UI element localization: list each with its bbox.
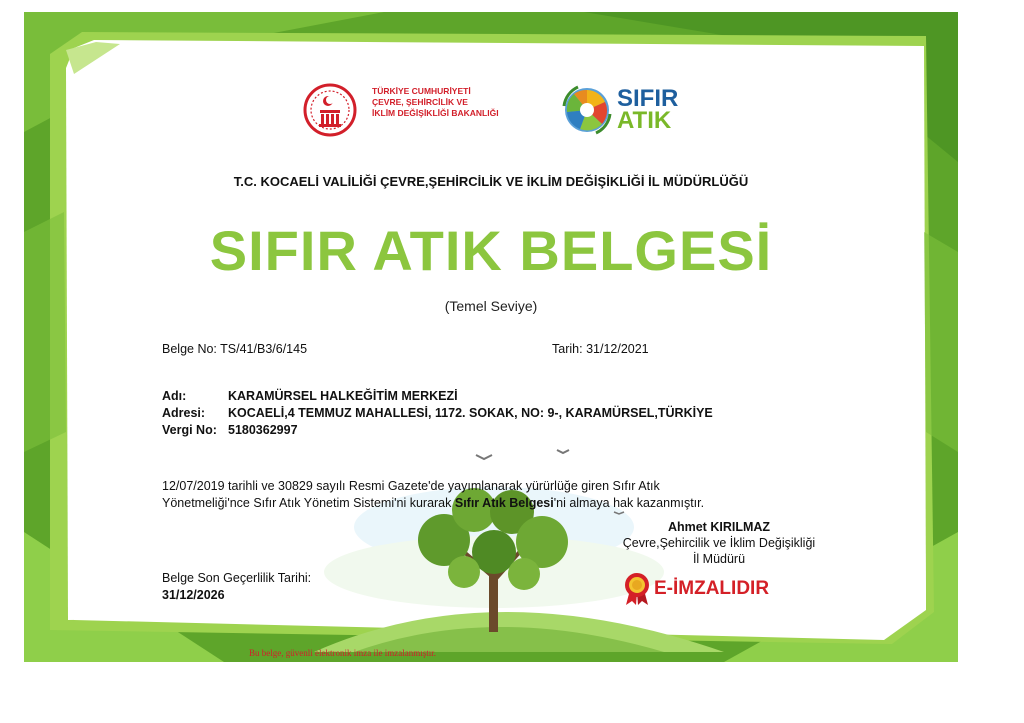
validity-label: Belge Son Geçerlilik Tarihi: (162, 571, 312, 585)
certificate (24, 12, 958, 662)
program-logo-line-2: ATIK (617, 107, 672, 134)
directorate-heading: T.C. KOCAELİ VALİLİĞİ ÇEVRE,ŞEHİRCİLİK VE İKLİM DEĞİŞİKLİĞİ İL MÜDÜRLÜĞÜ (233, 174, 749, 189)
holder-name-value: KARAMÜRSEL HALKEĞİTİM MERKEZİ (228, 389, 458, 403)
ministry-name (372, 86, 562, 119)
certificate-statement (162, 478, 802, 512)
document-number-label: Belge No: (162, 342, 217, 356)
recycle-flower-icon (560, 84, 614, 136)
signer-name: Ahmet KIRILMAZ (667, 520, 771, 534)
document-date-label: Tarih: (552, 342, 583, 356)
ministry-emblem-icon (302, 82, 358, 138)
signer-title-2: İl Müdürü (692, 552, 746, 566)
document-date-value: 31/12/2021 (586, 342, 649, 356)
document-number-value: TS/41/B3/6/145 (220, 342, 308, 356)
statement-line-2-pre: Yönetmeliği'nce Sıfır Atık Yönetim Sistemi'ni kurarak (162, 496, 455, 510)
ministry-line-1: TÜRKİYE CUMHURİYETİ (372, 86, 471, 96)
statement-line-2-post: 'ni almaya hak kazanmıştır. (553, 496, 705, 510)
validity-date: 31/12/2026 (162, 588, 225, 602)
holder-address-value: KOCAELİ,4 TEMMUZ MAHALLESİ, 1172. SOKAK, NO: 9-, KARAMÜRSEL,TÜRKİYE (228, 406, 713, 420)
program-logo-line-1: SIFIR (617, 85, 679, 112)
holder-tax-value: 5180362997 (228, 423, 298, 437)
esign-label: E-İMZALIDIR (654, 578, 770, 599)
signer-title-1: Çevre,Şehircilik ve İklim Değişikliği (622, 536, 816, 550)
ministry-line-3: İKLİM DEĞİŞİKLİĞİ BAKANLIĞI (372, 108, 499, 118)
holder-tax-label: Vergi No: (162, 423, 217, 437)
holder-name-label: Adı: (162, 389, 187, 403)
document-date (552, 342, 649, 356)
document-number (162, 342, 307, 356)
statement-line-1: 12/07/2019 tarihli ve 30829 sayılı Resmi Gazete'de yayımlanarak yürürlüğe giren Sıfır Atık (162, 479, 660, 493)
holder-address-label: Adresi: (162, 406, 206, 420)
certificate-level: (Temel Seviye) (444, 298, 538, 314)
certificate-title: SIFIR ATIK BELGESİ (209, 219, 773, 282)
ministry-line-2: ÇEVRE, ŞEHİRCİLİK VE (372, 97, 468, 107)
statement-line-2 (162, 495, 802, 512)
award-rosette-icon (622, 572, 652, 606)
footnote: Bu belge, güvenli elektronik imza ile imzalanmıştır. (249, 648, 436, 658)
esign-stamp (622, 572, 769, 606)
statement-certificate-name: Sıfır Atık Belgesi (454, 496, 554, 510)
signer-block (599, 519, 839, 567)
program-logo-text (617, 85, 679, 134)
